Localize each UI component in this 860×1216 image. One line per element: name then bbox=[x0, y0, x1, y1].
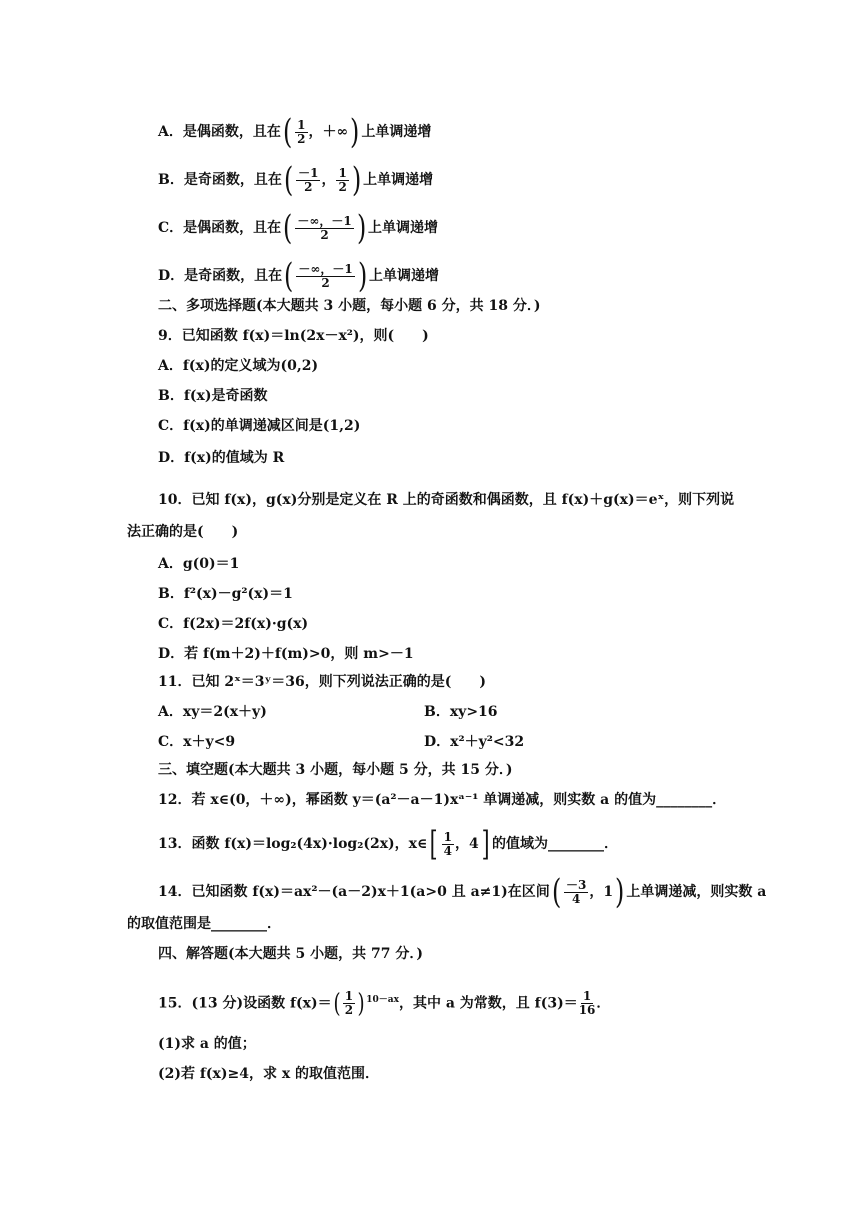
q12-stem: 12．若 x∈(0，＋∞)，幂函数 y＝(a²－a－1)xᵃ⁻¹ 单调递减，则实数 a 的值为________． bbox=[158, 792, 727, 808]
q14-stem-line2: 的取值范围是________． bbox=[127, 916, 281, 932]
q9-option-d: D．f(x)的值域为 R bbox=[158, 450, 285, 466]
q13-stem: 13．函数 f(x)＝log₂(4x)·log₂(2x)，x∈[ $\frac{1}{4}$ ，4] 的值域为________． bbox=[158, 824, 619, 864]
fraction: $\frac{1}{2}$ bbox=[344, 989, 354, 1018]
q15-stem: 15．(13 分)设函数 f(x)＝( $\frac{1}{2}$ ) $^{10-ax}$，其中 a 为常数，且 f(3)＝ $\frac{1}{16}$ ． bbox=[158, 988, 611, 1019]
q11-option-a: A．xy＝2(x＋y) bbox=[158, 704, 267, 720]
fraction: $\frac{1}{4}$ bbox=[443, 829, 453, 858]
q15-part2: (2)若 f(x)≥4，求 x 的取值范围． bbox=[158, 1066, 380, 1082]
q8-option-d: D．是奇函数，且在( $\frac{-\infty,-1}{2}$ ) 上单调递增 bbox=[158, 256, 440, 296]
q9-option-c: C．f(x)的单调递减区间是(1,2) bbox=[158, 418, 361, 434]
fraction: $\frac{-\infty,-1}{2}$ bbox=[298, 261, 353, 290]
q11-option-b: B．xy>16 bbox=[424, 704, 498, 720]
q9-option-a: A．f(x)的定义域为(0,2) bbox=[158, 358, 319, 374]
q8-option-c-text: C．是偶函数，且在 bbox=[158, 220, 282, 236]
fraction: $\frac{1}{2}$ bbox=[297, 117, 306, 146]
q14-stem-line1: 14．已知函数 f(x)＝ax²－(a－2)x＋1(a>0 且 a≠1)在区间( $\frac{-3}{4}$ ，1) 上单调递减，则实数 a bbox=[158, 872, 767, 912]
fraction: $\frac{1}{16}$ bbox=[578, 989, 596, 1018]
q9-option-b: B．f(x)是奇函数 bbox=[158, 388, 268, 404]
fraction: $\frac{-3}{4}$ bbox=[566, 877, 587, 906]
q11-option-c: C．x＋y<9 bbox=[158, 734, 236, 750]
fraction: $\frac{-1}{2}$ bbox=[298, 165, 319, 194]
section-heading-solution: 四、解答题(本大题共 5 小题，共 77 分．) bbox=[158, 946, 423, 962]
q10-option-c: C．f(2x)＝2f(x)·g(x) bbox=[158, 616, 309, 632]
q10-option-a: A．g(0)＝1 bbox=[158, 556, 240, 572]
q10-stem-line2: 法正确的是( ) bbox=[127, 524, 239, 540]
q8-option-d-text: D．是奇函数，且在 bbox=[158, 268, 283, 284]
fraction: $\frac{1}{2}$ bbox=[338, 165, 347, 194]
q8-option-b: B．是奇函数，且在( $\frac{-1}{2}$ ， $\frac{1}{2}$ ) 上单调递增 bbox=[158, 160, 434, 200]
section-heading-fill-in: 三、填空题(本大题共 3 小题，每小题 5 分，共 15 分．) bbox=[158, 762, 513, 778]
q10-option-d: D．若 f(m＋2)＋f(m)>0，则 m>－1 bbox=[158, 646, 414, 662]
q10-stem-line1: 10．已知 f(x)，g(x)分别是定义在 R 上的奇函数和偶函数，且 f(x)＋g(x)＝eˣ，则下列说 bbox=[158, 492, 735, 508]
fraction: $\frac{-\infty,-1}{2}$ bbox=[297, 213, 352, 242]
q8-option-b-text: B．是奇函数，且在 bbox=[158, 172, 282, 188]
q15-part1: (1)求 a 的值； bbox=[158, 1036, 256, 1052]
q11-stem: 11．已知 2ˣ＝3ʸ＝36，则下列说法正确的是( ) bbox=[158, 674, 487, 690]
q10-option-b: B．f²(x)－g²(x)＝1 bbox=[158, 586, 293, 602]
q8-option-a-text: A．是偶函数，且在 bbox=[158, 124, 281, 140]
q11-option-d: D．x²＋y²<32 bbox=[424, 734, 525, 750]
q8-option-a: A．是偶函数，且在( $\frac{1}{2}$ ，＋∞) 上单调递增 bbox=[158, 112, 432, 152]
exponent: 10－ax bbox=[366, 995, 399, 1005]
q8-option-c: C．是偶函数，且在( $\frac{-\infty,-1}{2}$ ) 上单调递增 bbox=[158, 208, 439, 248]
section-heading-multiple-choice: 二、多项选择题(本大题共 3 小题，每小题 6 分，共 18 分．) bbox=[158, 298, 541, 314]
q9-stem: 9．已知函数 f(x)＝ln(2x－x²)，则( ) bbox=[158, 328, 429, 344]
